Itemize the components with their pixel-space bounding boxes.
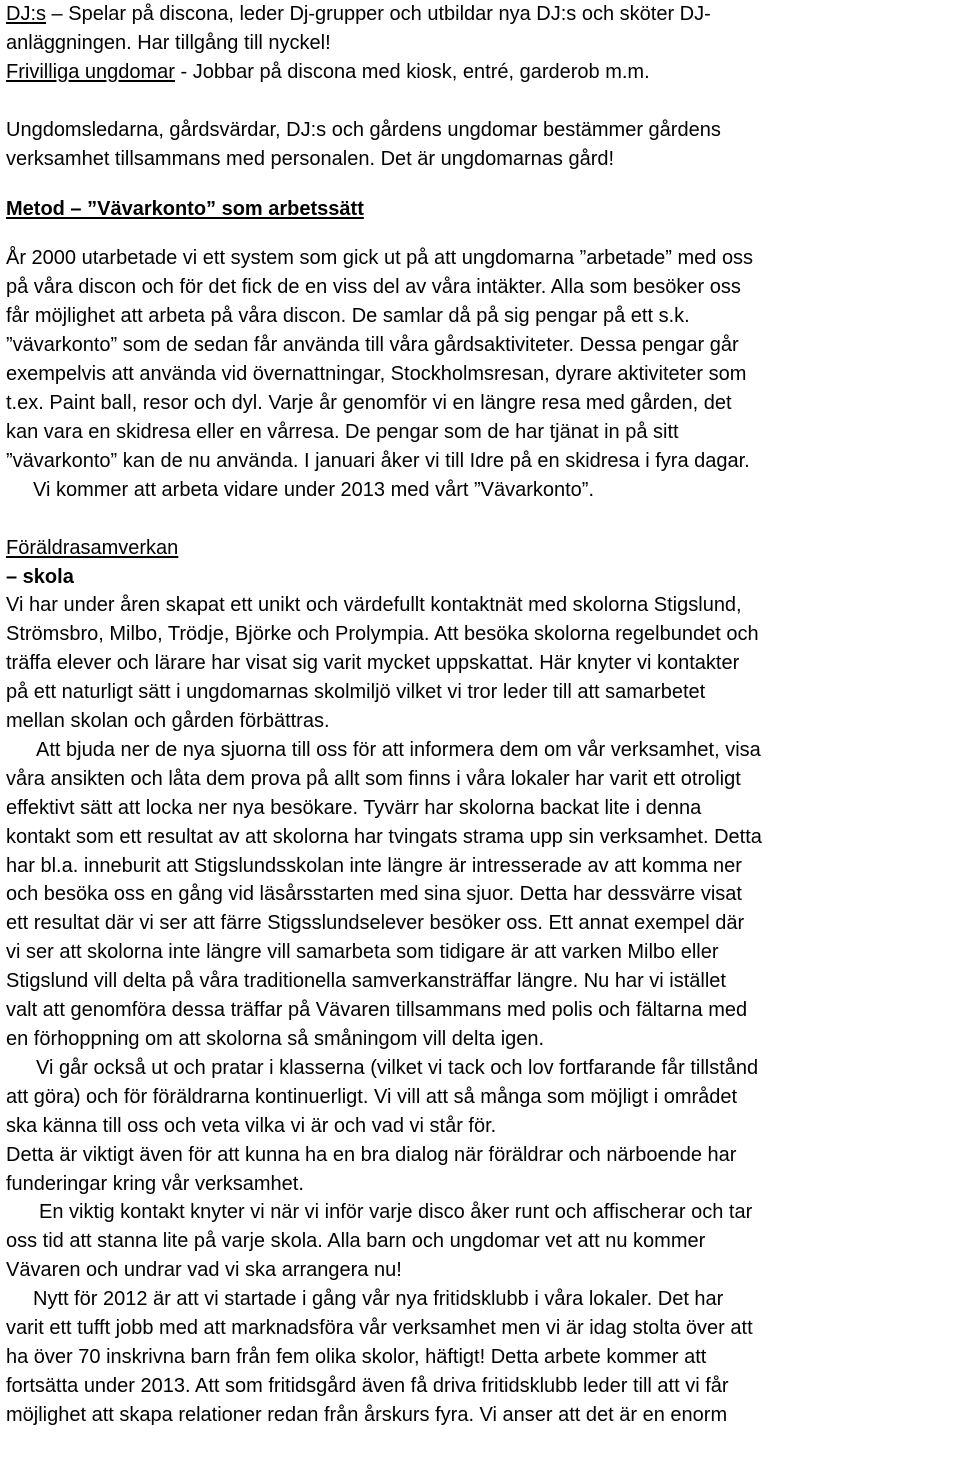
- metod-line: t.ex. Paint ball, resor och dyl. Varje år genomför vi en längre resa med gården, det: [6, 391, 732, 414]
- foraldra-line: mellan skolan och gården förbättras.: [6, 710, 330, 733]
- foraldra-line: valt att genomföra dessa träffar på Vävaren tillsammans med polis och fältarna med: [6, 999, 748, 1022]
- metod-line: ”vävarkonto” kan de nu använda. I januari åker vi till Idre på en skidresa i fyra dagar.: [6, 449, 750, 472]
- foraldra-line: Nytt för 2012 är att vi startade i gång vår nya fritidsklubb i våra lokaler. Det har: [33, 1288, 724, 1311]
- foraldra-line: ha över 70 inskrivna barn från fem olika skolor, häftigt! Detta arbete kommer att: [6, 1345, 707, 1368]
- foraldra-line: En viktig kontakt knyter vi när vi inför varje disco åker runt och affischerar och tar: [39, 1201, 753, 1224]
- intro-line-2: anläggningen. Har tillgång till nyckel!: [6, 31, 331, 54]
- metod-line: på våra discon och för det fick de en viss del av våra intäkter. Alla som besöker oss: [6, 276, 741, 299]
- metod-heading: Metod – ”Vävarkonto” som arbetssätt: [6, 197, 364, 220]
- foraldra-line: Detta är viktigt även för att kunna ha en bra dialog när föräldrar och närboende har: [6, 1143, 737, 1166]
- metod-line: exempelvis att använda vid övernattningar, Stockholmsresan, dyrare aktiviteter som: [6, 363, 747, 386]
- foraldra-subheading: – skola: [6, 565, 74, 588]
- djs-link[interactable]: DJ:s: [6, 3, 46, 25]
- foraldra-line: Att bjuda ner de nya sjuorna till oss för att informera dem om vår verksamhet, visa: [36, 738, 761, 761]
- foraldra-line: en förhoppning om att skolorna så småningom vill delta igen.: [6, 1028, 545, 1050]
- foraldra-line: ett resultat där vi ser att färre Stigsslundselever besöker oss. Ett annat exempel där: [6, 912, 745, 935]
- metod-line: ”vävarkonto” som de sedan får använda till våra gårdsaktiviteter. Dessa pengar går: [6, 334, 739, 357]
- foraldra-line: Strömsbro, Milbo, Trödje, Björke och Prolympia. Att besöka skolorna regelbundet och: [6, 623, 759, 646]
- foraldra-line: Vi har under åren skapat ett unikt och värdefullt kontaktnät med skolorna Stigslund,: [6, 594, 742, 617]
- foraldra-line: Stigslund vill delta på våra traditionella samverkansträffar längre. Nu har vi istället: [6, 970, 726, 993]
- foraldra-line: våra ansikten och låta dem prova på allt som finns i våra lokaler har varit ett otroligt: [6, 767, 741, 790]
- frivilliga-link[interactable]: Frivilliga ungdomar: [6, 60, 175, 83]
- intro-line-1: DJ:s – Spelar på discona, leder Dj-grupper och utbildar nya DJ:s och sköter DJ-: [6, 3, 711, 25]
- foraldra-line: ska känna till oss och veta vilka vi är och vad vi står för.: [6, 1114, 497, 1137]
- metod-line: År 2000 utarbetade vi ett system som gick ut på att ungdomarna ”arbetade” med oss: [6, 247, 754, 270]
- intro-para2-line-2: verksamhet tillsammans med personalen. Det är ungdomarnas gård!: [6, 147, 615, 170]
- foraldra-line: på ett naturligt sätt i ungdomarnas skolmiljö vilket vi tror leder till att samarbetet: [6, 681, 706, 704]
- metod-line: Vi kommer att arbeta vidare under 2013 med vårt ”Vävarkonto”.: [33, 478, 595, 501]
- foraldra-line: möjlighet att skapa relationer redan från årskurs fyra. Vi anser att det är en enorm: [6, 1403, 728, 1426]
- foraldra-line: Vi går också ut och pratar i klasserna (vilket vi tack och lov fortfarande får tillstånd: [36, 1056, 759, 1079]
- foraldra-line: Vävaren och undrar vad vi ska arrangera nu!: [6, 1259, 402, 1282]
- foraldra-line: effektivt sätt att locka ner nya besökare. Tyvärr har skolorna backat lite i denna: [6, 796, 702, 819]
- foraldra-line: har bl.a. inneburit att Stigslundsskolan inte längre är intresserade av att komma ner: [6, 854, 742, 877]
- foraldra-line: träffa elever och lärare har visat sig varit mycket uppskattat. Här knyter vi kontakter: [6, 652, 740, 675]
- foraldra-heading: Föräldrasamverkan: [6, 536, 179, 559]
- metod-line: får möjlighet att arbeta på våra discon. De samlar då på sig pengar på ett s.k.: [6, 305, 690, 328]
- foraldra-line: vi ser att skolorna inte längre vill samarbeta som tidigare är att varken Milbo eller: [6, 941, 719, 964]
- foraldra-line: funderingar kring vår verksamhet.: [6, 1172, 304, 1195]
- foraldra-line: varit ett tufft jobb med att marknadsföra vår verksamhet men vi är idag stolta över att: [6, 1317, 753, 1340]
- foraldra-line: kontakt som ett resultat av att skolorna har tvingats strama upp sin verksamhet. Detta: [6, 825, 762, 848]
- foraldra-line: fortsätta under 2013. Att som fritidsgård även få driva fritidsklubb leder till att vi får: [6, 1374, 729, 1397]
- foraldra-line: att göra) och för föräldrarna kontinuerligt. Vi vill att så många som möjligt i området: [6, 1085, 738, 1108]
- intro-line-3: Frivilliga ungdomar - Jobbar på discona med kiosk, entré, garderob m.m.: [6, 60, 650, 83]
- metod-line: kan vara en skidresa eller en vårresa. De pengar som de har tjänat in på sitt: [6, 420, 679, 443]
- intro-para2-line-1: Ungdomsledarna, gårdsvärdar, DJ:s och gårdens ungdomar bestämmer gårdens: [6, 118, 721, 141]
- foraldra-line: och besöka oss en gång vid läsårsstarten med sina sjuor. Detta har dessvärre visat: [6, 883, 742, 906]
- document-page: [6, 0, 958, 1430]
- foraldra-line: oss tid att stanna lite på varje skola. Alla barn och ungdomar vet att nu kommer: [6, 1230, 706, 1253]
